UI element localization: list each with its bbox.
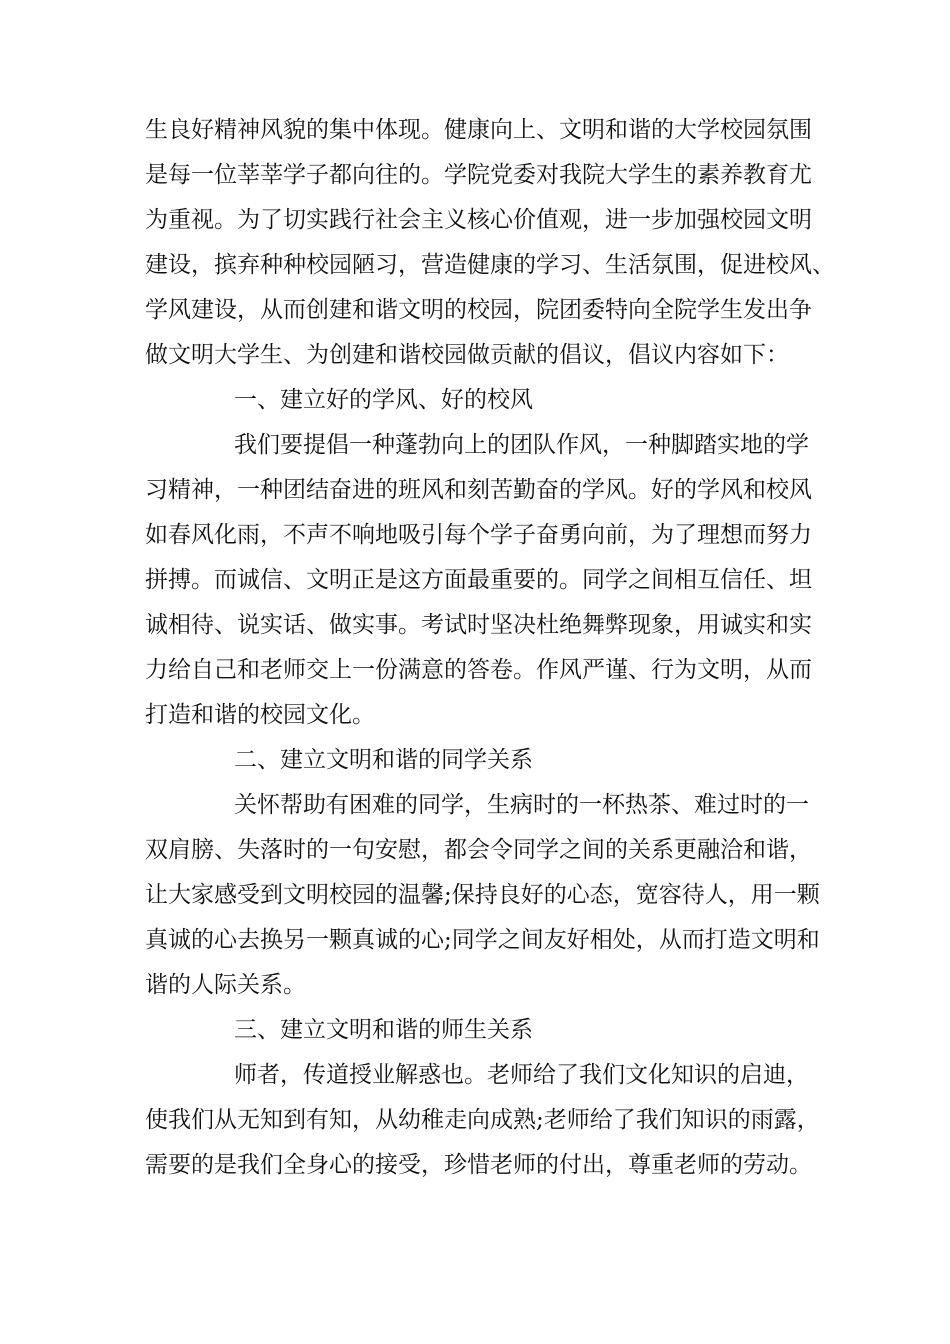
- paragraph-line: 拼搏。而诚信、文明正是这方面最重要的。同学之间相互信任、坦: [145, 567, 812, 593]
- paragraph-line: 是每一位莘莘学子都向往的。学院党委对我院大学生的素养教育尤: [145, 162, 812, 188]
- paragraph-line: 如春风化雨，不声不响地吸引每个学子奋勇向前，为了理想而努力: [145, 522, 812, 548]
- paragraph-line: 为重视。为了切实践行社会主义核心价值观，进一步加强校园文明: [145, 207, 812, 233]
- paragraph-line: 建设，摈弃种种校园陋习，营造健康的学习、生活氛围，促进校风、: [145, 252, 835, 278]
- paragraph-line: 学风建设，从而创建和谐文明的校园，院团委特向全院学生发出争: [145, 297, 812, 323]
- paragraph-line: 生良好精神风貌的集中体现。健康向上、文明和谐的大学校园氛围: [145, 117, 812, 143]
- section-heading-1: 一、建立好的学风、好的校风: [234, 387, 533, 413]
- paragraph-line: 真诚的心去换另一颗真诚的心;同学之间友好相处，从而打造文明和: [145, 927, 820, 953]
- paragraph-line: 习精神，一种团结奋进的班风和刻苦勤奋的学风。好的学风和校风: [145, 477, 812, 503]
- paragraph-line: 双肩膀、失落时的一句安慰，都会令同学之间的关系更融洽和谐，: [145, 837, 812, 863]
- paragraph-line: 使我们从无知到有知，从幼稚走向成熟;老师给了我们知识的雨露，: [145, 1107, 820, 1133]
- section-heading-3: 三、建立文明和谐的师生关系: [234, 1017, 533, 1043]
- paragraph-line: 力给自己和老师交上一份满意的答卷。作风严谨、行为文明，从而: [145, 657, 812, 683]
- paragraph-line: 师者，传道授业解惑也。老师给了我们文化知识的启迪，: [234, 1062, 809, 1088]
- paragraph-line: 做文明大学生、为创建和谐校园做贡献的倡议，倡议内容如下：: [145, 342, 789, 368]
- paragraph-line: 需要的是我们全身心的接受，珍惜老师的付出，尊重老师的劳动。: [145, 1152, 812, 1178]
- paragraph-line: 诚相待、说实话、做实事。考试时坚决杜绝舞弊现象，用诚实和实: [145, 612, 812, 638]
- paragraph-line: 打造和谐的校园文化。: [145, 702, 375, 728]
- paragraph-line: 关怀帮助有困难的同学，生病时的一杯热茶、难过时的一: [234, 792, 809, 818]
- paragraph-line: 我们要提倡一种蓬勃向上的团队作风，一种脚踏实地的学: [234, 432, 809, 458]
- paragraph-line: 谐的人际关系。: [145, 972, 306, 998]
- paragraph-line: 让大家感受到文明校园的温馨;保持良好的心态，宽容待人，用一颗: [145, 882, 820, 908]
- section-heading-2: 二、建立文明和谐的同学关系: [234, 747, 533, 773]
